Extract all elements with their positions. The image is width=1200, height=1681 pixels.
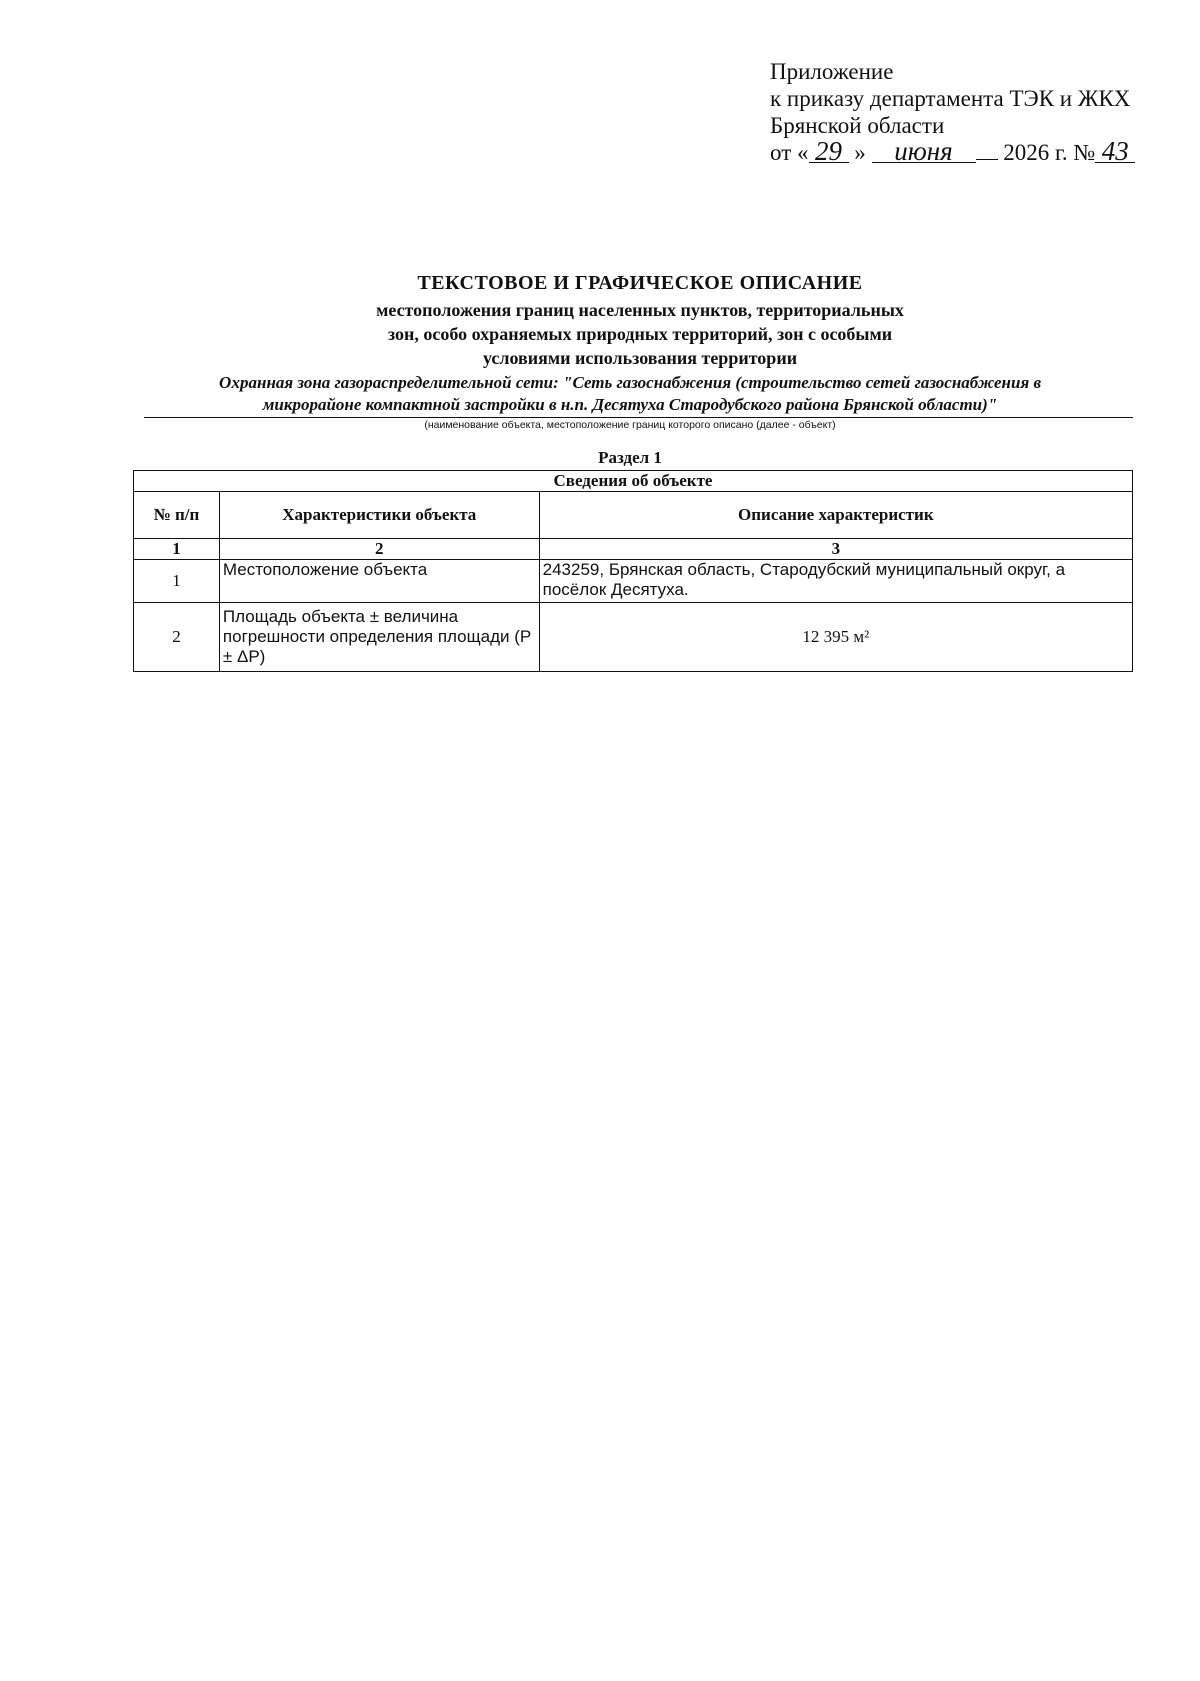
object-name-underline [144, 417, 1133, 418]
row-number: 1 [134, 560, 220, 603]
row-description: 12 395 м² [539, 603, 1132, 672]
header-description: Описание характеристик [539, 492, 1132, 539]
object-name-line-2: микрорайоне компактной застройки в н.п. Десятуха Стародубского района Брянской области)" [262, 395, 998, 414]
header-characteristics: Характеристики объекта [219, 492, 539, 539]
header-number: № п/п [134, 492, 220, 539]
object-name-line-1: Охранная зона газораспределительной сети: "Сеть газоснабжения (строительство сетей газоснабжения в [218, 373, 1042, 392]
date-underline [976, 159, 998, 160]
appendix-line-3: Брянской области [770, 113, 945, 138]
table-row [134, 560, 1133, 603]
order-number-handwritten: 43 [1095, 140, 1135, 163]
appendix-block [770, 58, 1135, 166]
date-mid: » [854, 140, 866, 165]
section-title: Раздел 1 [598, 448, 662, 467]
date-month-handwritten: июня [872, 140, 976, 163]
column-number-3: 3 [539, 539, 1132, 560]
row-number: 2 [134, 603, 220, 672]
subtitle-line-1: местоположения границ населенных пунктов, территориальных [376, 300, 904, 320]
date-prefix: от « [770, 140, 809, 165]
subtitle-line-2: зон, особо охраняемых природных территорий, зон с особыми [387, 324, 893, 344]
object-info-table [133, 470, 1133, 672]
appendix-date-line [770, 136, 1135, 166]
object-caption: (наименование объекта, местоположение границ которого описано (далее - объект) [424, 419, 836, 431]
document-title: ТЕКСТОВОЕ И ГРАФИЧЕСКОЕ ОПИСАНИЕ [417, 272, 863, 294]
column-number-1: 1 [134, 539, 220, 560]
table-header-row [134, 492, 1133, 539]
document-subtitle [0, 298, 1200, 370]
subtitle-line-3: условиями использования территории [482, 348, 798, 368]
row-characteristic: Площадь объекта ± величина погрешности определения площади (P ± ΔP) [219, 603, 539, 672]
table-row [134, 603, 1133, 672]
date-day-handwritten: 29 [809, 140, 849, 163]
object-name [130, 372, 1130, 416]
appendix-line-1: Приложение [770, 59, 894, 84]
row-characteristic: Местоположение объекта [219, 560, 539, 603]
table-column-numbers-row [134, 539, 1133, 560]
table-caption: Сведения об объекте [134, 471, 1133, 492]
date-year: 2026 г. № [1003, 140, 1096, 165]
appendix-line-2: к приказу департамента ТЭК и ЖКХ [770, 86, 1131, 111]
column-number-2: 2 [219, 539, 539, 560]
row-description: 243259, Брянская область, Стародубский муниципальный округ, а посёлок Десятуха. [539, 560, 1132, 603]
table-caption-row [134, 471, 1133, 492]
